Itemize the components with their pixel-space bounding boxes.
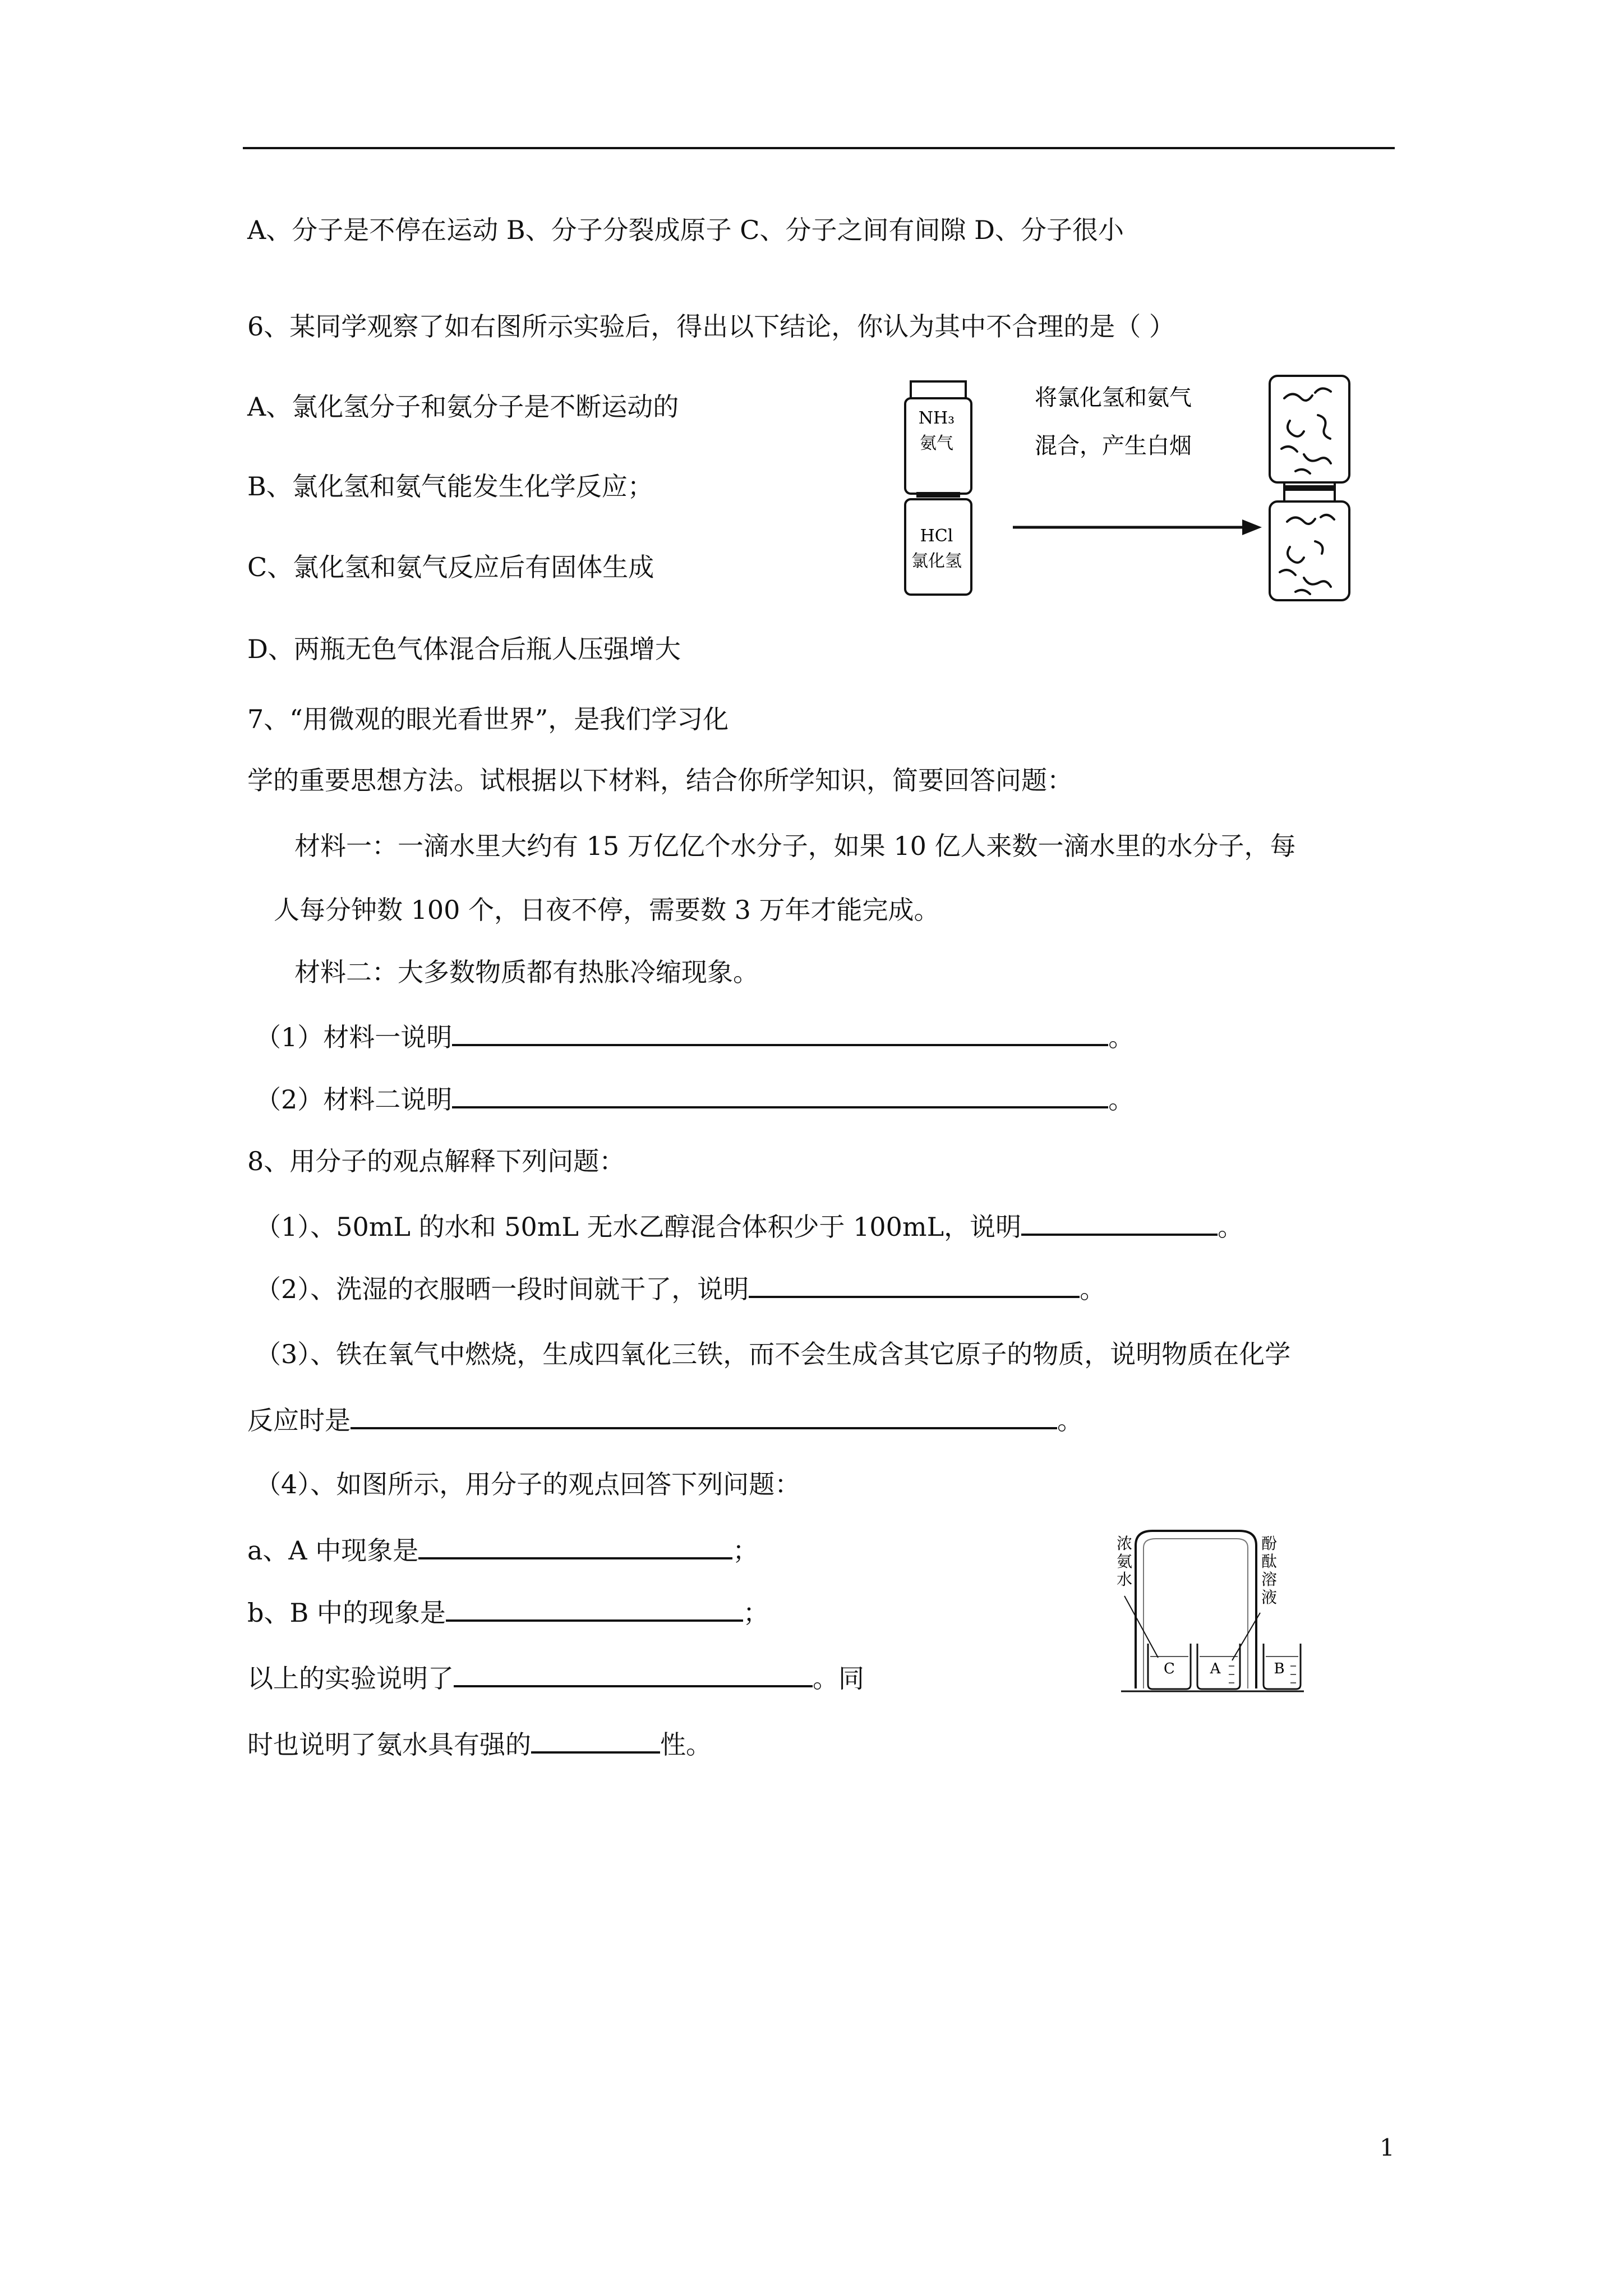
- top-bottle-formula: NH₃: [918, 408, 955, 428]
- q8-sub3-line2: [247, 1402, 1083, 1437]
- q6-stem: 6、某同学观察了如右图所示实验后，得出以下结论，你认为其中不合理的是（ ）: [247, 311, 1175, 342]
- bell-jar: [1136, 1531, 1256, 1688]
- q8-sub1-prefix: （1）、50mL 的水和 50mL 无水乙醇混合体积少于 100mL，说明: [255, 1212, 1022, 1242]
- q7-sub1-answer-blank[interactable]: [452, 1019, 1108, 1046]
- q8-conclusion-prefix: 以上的实验说明了: [247, 1663, 454, 1694]
- q8-a-prefix: a、A 中现象是: [247, 1535, 419, 1566]
- bottom-bottle-name: 氯化氢: [911, 551, 962, 571]
- q7-stem-line1: 7、“用微观的眼光看世界”，是我们学习化: [247, 704, 729, 734]
- q8-sub1-end: 。: [1218, 1212, 1244, 1242]
- beaker-b-label: B: [1274, 1660, 1285, 1677]
- ammonia-label: 浓氨水: [1116, 1534, 1133, 1589]
- q8-sub2-end: 。: [1080, 1274, 1106, 1304]
- page-number: 1: [1380, 2134, 1395, 2161]
- q8-sub2-answer-blank[interactable]: [749, 1271, 1080, 1298]
- q7-material2: 材料二：大多数物质都有热胀冷缩现象。: [294, 957, 759, 987]
- phenolphthalein-label: 酚酞溶液: [1261, 1534, 1278, 1607]
- q6-figure: [903, 370, 1464, 606]
- q8-figure: [1113, 1523, 1315, 1703]
- q8-sub2: [255, 1271, 1105, 1306]
- q8-sub2-prefix: （2）、洗湿的衣服晒一段时间就干了，说明: [255, 1274, 749, 1304]
- white-smoke-icon: [1280, 388, 1334, 594]
- q6-option-d: D、两瓶无色气体混合后瓶人压强增大: [247, 634, 681, 664]
- q8-b-answer-blank[interactable]: [446, 1595, 743, 1622]
- q8-a-end: ；: [732, 1535, 759, 1566]
- q8-sub3-end: 。: [1057, 1405, 1083, 1435]
- bottom-bottle-formula: HCl: [920, 526, 953, 546]
- q8-last-prefix: 时也说明了氨水具有强的: [247, 1729, 531, 1760]
- q7-stem-line2: 学的重要思想方法。试根据以下材料，结合你所学知识，简要回答问题：: [247, 765, 1073, 795]
- q6-option-a: A、氯化氢分子和氨分子是不断运动的: [247, 392, 679, 422]
- header-rule: [243, 147, 1395, 149]
- q7-sub2-answer-blank[interactable]: [452, 1082, 1108, 1108]
- q7-sub1-end: 。: [1108, 1022, 1135, 1052]
- q8-sub3-line1: （3）、铁在氧气中燃烧，生成四氧化三铁，而不会生成含其它原子的物质，说明物质在化学: [255, 1339, 1291, 1369]
- q8-last-line: [247, 1727, 712, 1761]
- q8-stem: 8、用分子的观点解释下列问题：: [247, 1146, 625, 1176]
- beaker-c-label: C: [1164, 1660, 1175, 1677]
- top-bottle-name: 氨气: [920, 434, 953, 453]
- leader-line-left: [1124, 1596, 1158, 1658]
- q8-b-prefix: b、B 中的现象是: [247, 1598, 446, 1628]
- top-bottle-neck: [911, 381, 966, 398]
- q6-option-c: C、氯化氢和氨气反应后有固体生成: [247, 552, 654, 582]
- q7-material1-line2: 人每分钟数 100 个，日夜不停，需要数 3 万年才能完成。: [274, 895, 940, 925]
- q8-sub3-prefix: 反应时是: [247, 1405, 351, 1435]
- q8-sub3-answer-blank[interactable]: [351, 1402, 1057, 1429]
- arrow-head-icon: [1242, 519, 1262, 535]
- q8-conclusion: [247, 1660, 864, 1695]
- mixed-plate: [1284, 485, 1335, 491]
- q8-b: [247, 1595, 769, 1630]
- q8-b-end: ；: [743, 1598, 769, 1628]
- mixed-bottom-bottle: [1270, 501, 1349, 600]
- q8-sub4-stem: （4）、如图所示，用分子的观点回答下列问题：: [255, 1469, 801, 1499]
- bottom-bottle: [905, 499, 971, 595]
- q7-sub1: [255, 1019, 1134, 1054]
- mixed-top-bottle: [1270, 376, 1349, 482]
- q5-options: A、分子是不停在运动 B、分子分裂成原子 C、分子之间有间隙 D、分子很小: [247, 215, 1124, 245]
- q8-sub1-answer-blank[interactable]: [1021, 1209, 1218, 1236]
- q8-a-answer-blank[interactable]: [418, 1533, 732, 1559]
- q7-sub2-end: 。: [1108, 1084, 1135, 1115]
- glass-plate: [916, 492, 960, 498]
- q8-a: [247, 1533, 758, 1567]
- q8-last-suffix: 性。: [660, 1729, 712, 1760]
- q8-conclusion-answer-blank[interactable]: [454, 1660, 813, 1687]
- q8-last-answer-blank[interactable]: [531, 1727, 660, 1754]
- q7-material1-line1: 材料一：一滴水里大约有 15 万亿亿个水分子，如果 10 亿人来数一滴水里的水分子，每: [294, 831, 1296, 861]
- q8-sub1: [255, 1209, 1243, 1244]
- q6-caption-line1: 将氯化氢和氨气: [1035, 385, 1192, 411]
- q6-option-b: B、氯化氢和氨气能发生化学反应；: [247, 471, 653, 501]
- q6-caption-line2: 混合，产生白烟: [1035, 433, 1192, 459]
- q7-sub1-prefix: （1）材料一说明: [255, 1022, 453, 1052]
- beaker-a-label: A: [1210, 1660, 1221, 1677]
- q7-sub2: [255, 1082, 1134, 1116]
- q8-conclusion-suffix: 。同: [813, 1663, 864, 1694]
- q7-sub2-prefix: （2）材料二说明: [255, 1084, 453, 1115]
